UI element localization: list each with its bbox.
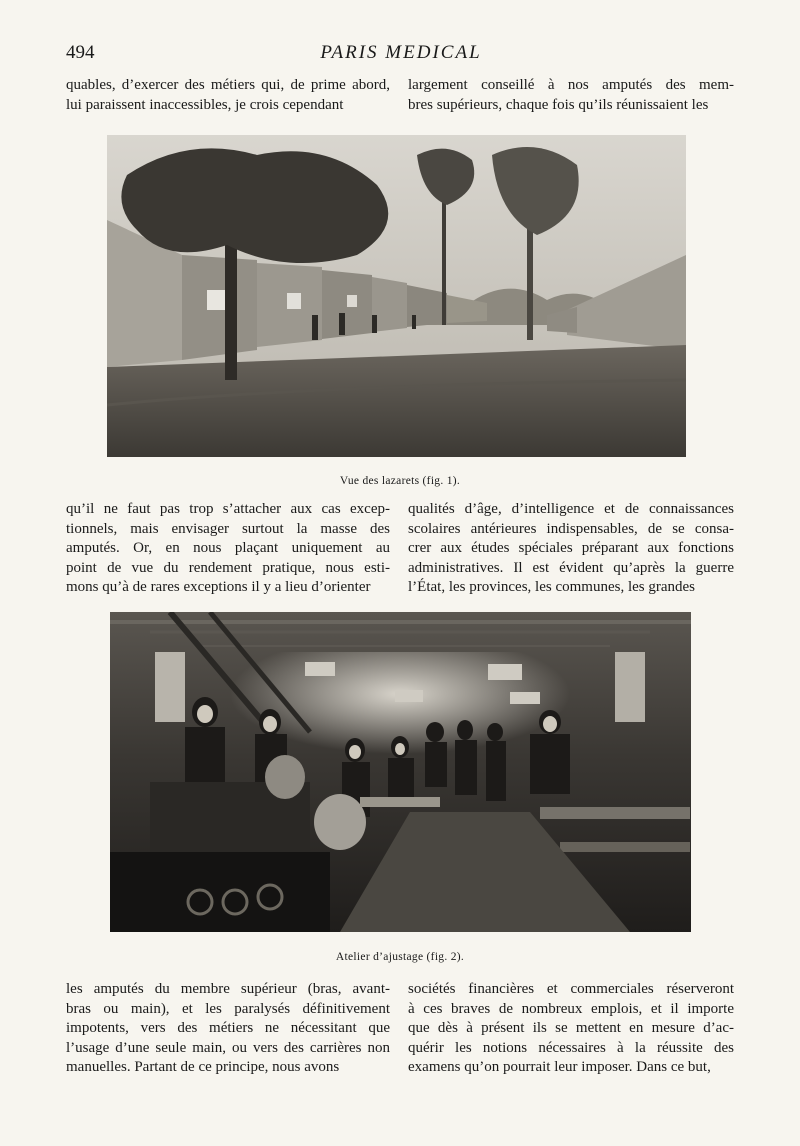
text-line: tionnels, mais envisager surtout la masse des — [66, 520, 390, 537]
page-number: 494 — [66, 42, 95, 63]
text-block-bottom-left — [66, 980, 390, 1078]
text-block-top-right — [408, 76, 734, 115]
paragraph — [408, 76, 734, 115]
text-line: lui paraissent inaccessibles, je crois cependant — [66, 96, 344, 113]
figure-workshop-photo — [110, 612, 691, 932]
text-line: l’État, les provinces, les communes, les grandes — [408, 579, 696, 595]
figure-1-caption: Vue des lazarets (fig. 1). — [339, 475, 461, 487]
text-block-bottom-right — [408, 980, 734, 1078]
text-line: crer aux études spéciales préparant aux fonctions — [408, 540, 734, 556]
text-block-middle-right — [408, 500, 734, 598]
text-block-middle-left — [66, 500, 390, 598]
text-line: quérir les notions nécessaires à la réussite des — [408, 1039, 734, 1056]
text-line: administratives. Il est évident qu’après la guerre — [408, 559, 734, 576]
paragraph — [408, 980, 734, 1078]
text-line: bras ou main), et les paralysés définitivement — [66, 1000, 390, 1017]
text-line: que dès à présent ils se mettent en mesure d’ac- — [408, 1020, 734, 1036]
text-line: bres supérieurs, chaque fois qu’ils réunissaient les — [408, 96, 709, 113]
text-line: sociétés financières et commerciales réserveront — [408, 981, 734, 997]
journal-title: PARIS MEDICAL — [320, 42, 482, 63]
paragraph — [66, 76, 390, 115]
text-line: à ces braves de nombreux emplois, et il importe — [408, 1000, 734, 1017]
figure-lazarets-photo — [107, 135, 686, 457]
text-line: quables, d’exercer des métiers qui, de prime abord, — [66, 77, 390, 93]
text-line: point de vue du rendement pratique, nous esti- — [66, 559, 390, 576]
text-line: largement conseillé à nos amputés des mem- — [408, 77, 734, 93]
text-line: mons qu’à de rares exceptions il y a lieu d’orienter — [66, 579, 371, 595]
text-line: les amputés du membre supérieur (bras, avant- — [66, 981, 390, 997]
text-line: amputés. Or, en nous plaçant uniquement au — [66, 540, 390, 556]
figure-2-caption: Atelier d’ajustage (fig. 2). — [335, 951, 465, 963]
text-line: scolaires antérieures indispensables, de se consa- — [408, 520, 734, 537]
text-block-top-left — [66, 76, 390, 115]
text-line: qu’il ne faut pas trop s’attacher aux cas excep- — [66, 501, 390, 517]
paragraph — [66, 500, 390, 598]
paragraph — [408, 500, 734, 598]
page-header — [66, 40, 736, 66]
text-line: qualités d’âge, d’intelligence et de connaissances — [408, 501, 734, 517]
text-line: l’usage d’une seule main, ou vers des carrières non — [66, 1039, 390, 1056]
paragraph — [66, 980, 390, 1078]
text-line: examens qu’on pourrait leur imposer. Dans ce but, — [408, 1059, 711, 1075]
text-line: impotents, vers des métiers ne nécessitant que — [66, 1020, 390, 1036]
text-line: manuelles. Partant de ce principe, nous avons — [66, 1059, 340, 1075]
